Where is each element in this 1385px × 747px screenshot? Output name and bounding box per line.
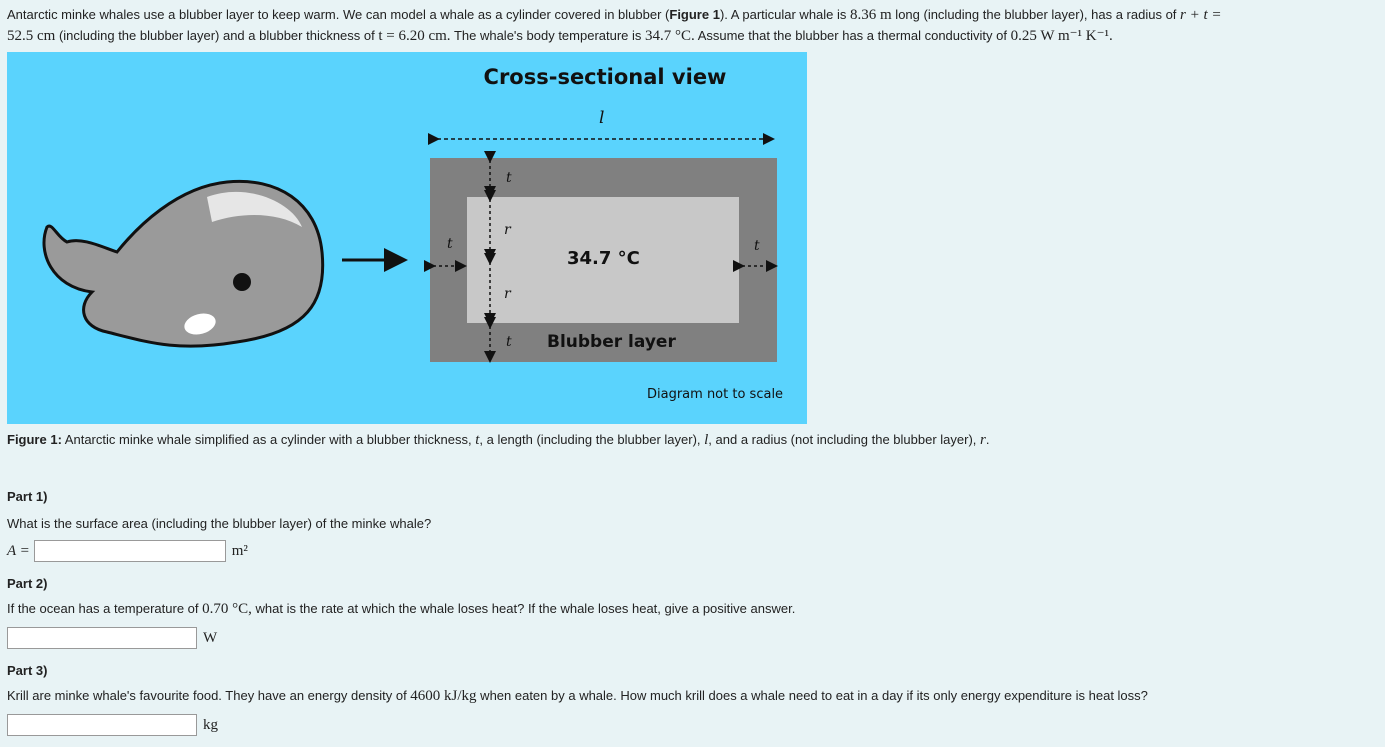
whale-illustration: [44, 181, 323, 346]
blubber-layer-label: Blubber layer: [547, 332, 676, 352]
part-3-question: [7, 688, 1148, 705]
part-2-unit: W: [203, 629, 218, 646]
caption-text: , a length (including the blubber layer),: [479, 432, 705, 447]
energy-density: 4600 kJ/kg: [410, 688, 477, 704]
label-l: l: [599, 108, 605, 128]
part-2-question: [7, 601, 795, 618]
whale-length: 8.36 m: [850, 7, 892, 23]
caption-var-r: r: [980, 432, 986, 448]
blubber-thickness: t = 6.20 cm.: [378, 28, 451, 44]
part-3-title: Part 3): [7, 663, 48, 678]
part-2-title: Part 2): [7, 576, 48, 591]
label-t-bottom: t: [506, 334, 512, 350]
radius-expression: r + t =: [1180, 7, 1222, 23]
caption-text: Antarctic minke whale simplified as a cylinder with a blubber thickness,: [61, 432, 476, 447]
figure-title: Cross-sectional view: [483, 65, 727, 89]
caption-var-t: t: [475, 432, 480, 448]
question-text: when eaten by a whale. How much krill does a whale need to eat in a day if its only energy expenditure is heat loss?: [476, 688, 1148, 703]
part-1-var-label: A =: [7, 542, 30, 559]
intro-line-1: [7, 4, 1222, 26]
label-r-lower: r: [504, 286, 511, 302]
part-3-answer-input[interactable]: [7, 714, 197, 736]
part-1-title: Part 1): [7, 489, 48, 504]
caption-prefix: Figure 1:: [7, 432, 62, 447]
label-t-left: t: [447, 236, 453, 252]
intro-text: long (including the blubber layer), has a radius of: [891, 7, 1181, 22]
question-text: what is the rate at which the whale loses heat? If the whale loses heat, give a positive answer.: [251, 601, 796, 616]
figure-drawing: [7, 52, 807, 424]
scale-note: Diagram not to scale: [647, 387, 784, 402]
intro-text: (including the blubber layer) and a blubber thickness of: [55, 28, 379, 43]
part-1-answer-input[interactable]: [34, 540, 226, 562]
ocean-temperature: 0.70 °C,: [202, 601, 252, 617]
intro-line-2: [7, 25, 1113, 47]
part-1-unit: m²: [231, 542, 248, 559]
figure-caption: [7, 432, 989, 449]
intro-text: Antarctic minke whales use a blubber layer to keep warm. We can model a whale as a cylinder covered in blubber (: [7, 7, 670, 22]
part-3-answer-row: [7, 714, 218, 736]
question-text: If the ocean has a temperature of: [7, 601, 203, 616]
part-1-question: What is the surface area (including the blubber layer) of the minke whale?: [7, 516, 432, 531]
caption-text: .: [985, 432, 990, 447]
thermal-conductivity: 0.25 W m⁻¹ K⁻¹.: [1010, 28, 1113, 44]
caption-var-l: l: [704, 432, 709, 448]
whale-radius: 52.5 cm: [7, 28, 56, 44]
part-1-answer-row: [7, 540, 248, 562]
part-2-answer-input[interactable]: [7, 627, 197, 649]
label-t-right: t: [754, 238, 760, 254]
label-t-top: t: [506, 170, 512, 186]
label-r-upper: r: [504, 222, 511, 238]
intro-text: Assume that the blubber has a thermal conductivity of: [694, 28, 1011, 43]
figure-1: [7, 52, 807, 424]
part-3-unit: kg: [203, 716, 218, 733]
question-text: Krill are minke whale's favourite food. They have an energy density of: [7, 688, 411, 703]
caption-text: , and a radius (not including the blubber layer),: [708, 432, 981, 447]
figure-ref: Figure 1: [669, 7, 720, 22]
intro-text: ). A particular whale is: [719, 7, 851, 22]
intro-text: The whale's body temperature is: [450, 28, 646, 43]
core-temperature: 34.7 °C: [567, 248, 640, 269]
body-temperature: 34.7 °C.: [645, 28, 695, 44]
part-2-answer-row: [7, 627, 217, 649]
